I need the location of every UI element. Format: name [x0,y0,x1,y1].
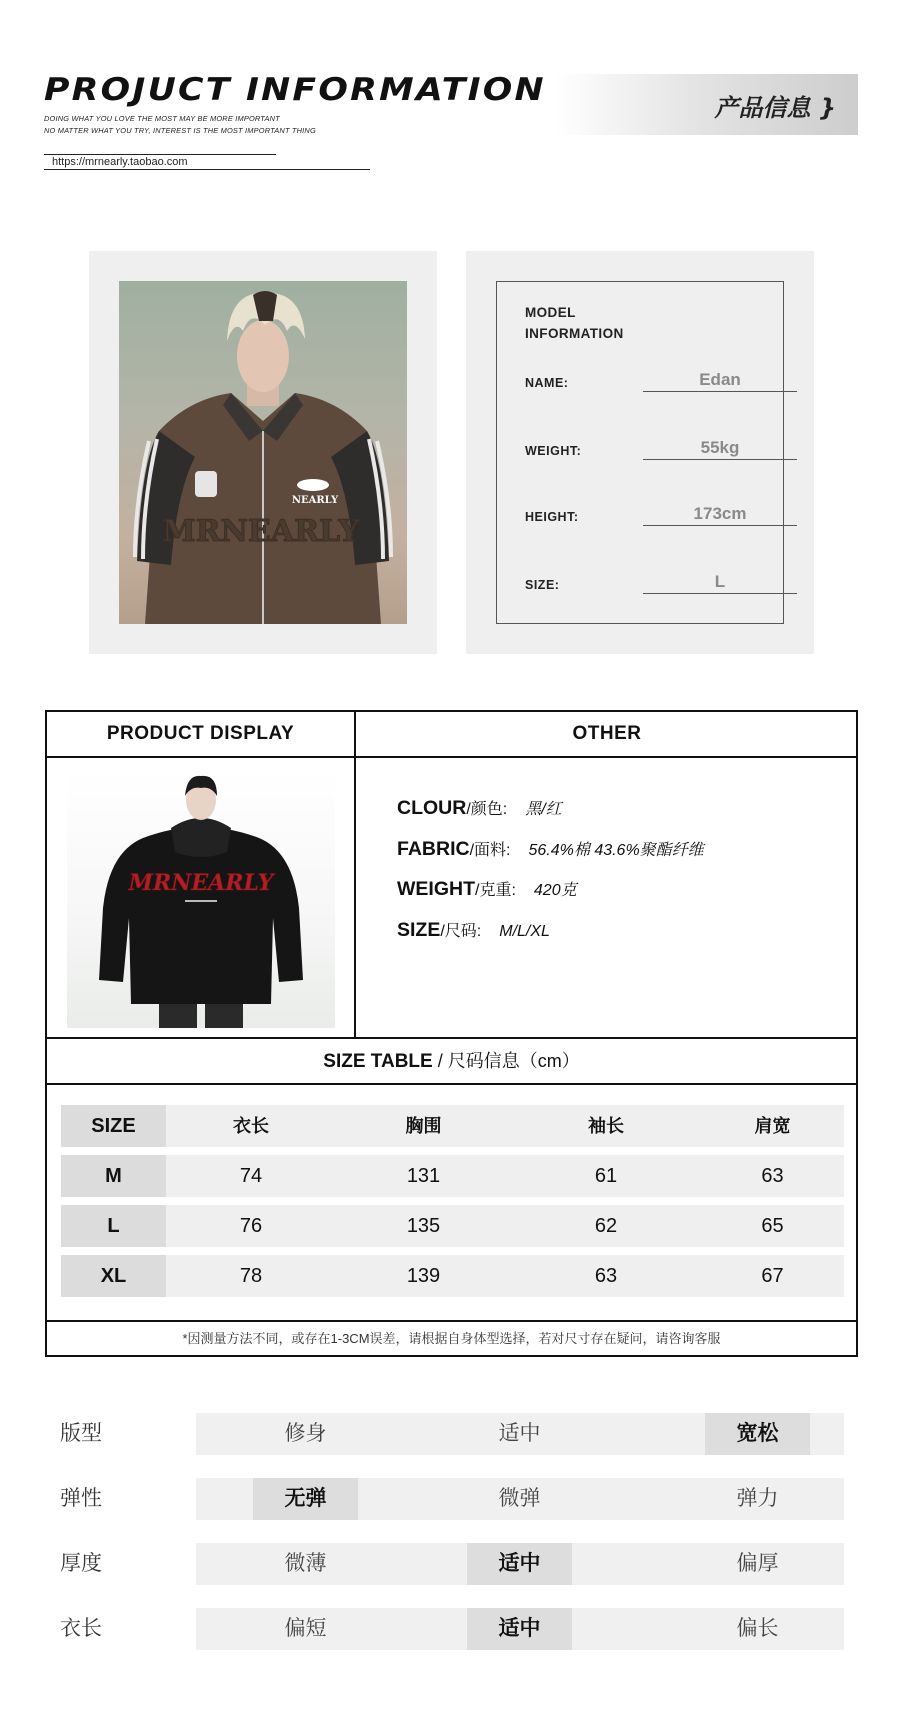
model-size-label: SIZE: [525,578,560,592]
model-info-heading [525,302,624,344]
model-weight-row [525,430,773,460]
elasticity-option-none[interactable]: 无弹 [253,1478,358,1520]
elasticity-label: 弹性 [60,1487,102,1510]
model-height-value: 173cm [643,504,797,526]
hoodie-illustration [67,768,335,1028]
chest-cell: 135 [406,1215,441,1237]
sleeve-col-header: 袖长 [588,1116,624,1136]
length-label: 衣长 [60,1617,102,1640]
jacket-embroidery: MRNEARLY [162,514,360,549]
table-row [61,1155,844,1197]
elasticity-options [196,1478,844,1520]
length-options [196,1608,844,1650]
elasticity-scale [60,1478,860,1520]
length-option-long[interactable]: 偏长 [736,1617,779,1640]
sleeve-cell: 63 [594,1265,618,1287]
model-info-heading-line2: INFORMATION [525,326,624,341]
model-size-row [525,564,773,594]
color-value: 黑/红 [525,801,562,818]
size-table-title-en: SIZE TABLE [323,1051,433,1072]
length-col-header: 衣长 [233,1116,269,1136]
color-key-cn: /颜色: [466,801,508,818]
table-divider [47,756,856,758]
fabric-key-cn: /面料: [469,841,511,859]
fit-option-loose[interactable]: 宽松 [705,1413,810,1455]
weight-attribute [397,877,704,918]
size-cell: M [61,1155,166,1197]
hoodie-print: MRNEARLY [128,870,274,896]
length-option-short[interactable]: 偏短 [284,1617,327,1640]
chest-col-header: 胸围 [405,1116,442,1136]
size-table-title-cn: / 尺码信息（cm） [432,1051,580,1071]
table-row [61,1255,844,1297]
model-weight-label: WEIGHT: [525,444,582,458]
thickness-label: 厚度 [60,1552,102,1575]
model-photo [119,281,407,624]
size-cell: XL [61,1255,166,1297]
other-header: OTHER [572,723,642,744]
thickness-option-thin[interactable]: 微薄 [284,1552,327,1575]
length-cell: 74 [239,1165,263,1187]
measurement-note: *因测量方法不同，或存在1-3CM误差，请根据自身体型选择，若对尺寸存在疑问，请咨询客服 [182,1331,721,1346]
size-key-cn: /尺码: [440,922,482,940]
model-height-label: HEIGHT: [525,510,579,524]
product-attributes [397,796,704,958]
weight-key-cn: /克重: [475,882,516,899]
table-column-divider [354,712,356,1037]
size-attribute [397,918,704,959]
color-key: CLOUR [397,797,467,819]
shoulder-cell: 67 [761,1265,784,1287]
thickness-options [196,1543,844,1585]
header-tagline-1: DOING WHAT YOU LOVE THE MOST MAY BE MORE IMPORTANT [44,114,280,123]
elasticity-option-stretch[interactable]: 弹力 [736,1487,779,1510]
fit-option-slim[interactable]: 修身 [284,1422,327,1445]
shoulder-col-header: 肩宽 [754,1116,791,1136]
fabric-value: 56.4%棉 43.6%聚酯纤维 [528,841,704,859]
fabric-key: FABRIC [397,837,470,860]
size-value: M/L/XL [499,922,550,940]
sleeve-cell: 62 [594,1215,618,1237]
length-option-regular[interactable]: 适中 [467,1608,572,1650]
model-height-row [525,496,773,526]
shoulder-cell: 65 [761,1215,784,1237]
product-table [45,710,858,1357]
page-title: PROJUCT INFORMATION [44,72,546,108]
shoulder-cell: 63 [761,1165,784,1187]
length-cell: 78 [239,1265,263,1287]
header-cn-label: 产品信息 } [714,94,836,122]
weight-key: WEIGHT [397,878,475,900]
store-url-link[interactable]: https://mrnearly.taobao.com [52,156,188,168]
fit-label: 版型 [60,1422,102,1445]
model-name-row [525,362,773,392]
size-grid-header [61,1105,844,1147]
size-key: SIZE [397,918,441,941]
elasticity-option-slight[interactable]: 微弹 [498,1487,541,1510]
table-row [61,1205,844,1247]
weight-value: 420克 [533,882,577,899]
length-cell: 76 [239,1215,263,1237]
size-table-title [47,1039,856,1083]
fit-options [196,1413,844,1455]
model-name-label: NAME: [525,376,569,390]
model-name-value: Edan [643,370,797,392]
chest-cell: 139 [406,1265,441,1287]
model-info-card [496,281,784,624]
chest-cell: 131 [406,1165,441,1187]
jacket-badge: NEARLY [291,495,339,506]
model-size-value: L [643,572,797,594]
model-weight-value: 55kg [643,438,797,460]
size-col-header: SIZE [61,1105,166,1147]
header-divider [44,169,370,170]
fabric-attribute [397,837,704,878]
size-cell: L [61,1205,166,1247]
length-scale [60,1608,860,1650]
thickness-option-thick[interactable]: 偏厚 [736,1552,779,1575]
model-jacket-illustration [119,281,407,624]
product-photo [67,768,335,1028]
fit-option-regular[interactable]: 适中 [498,1422,541,1445]
color-attribute [397,796,704,837]
header-divider [44,154,276,155]
sleeve-cell: 61 [594,1165,618,1187]
thickness-scale [60,1543,860,1585]
thickness-option-medium[interactable]: 适中 [467,1543,572,1585]
table-divider [47,1083,856,1085]
model-info-heading-line1: MODEL [525,305,576,320]
header-banner [556,74,858,135]
fit-scale [60,1413,860,1455]
size-grid [61,1105,844,1305]
product-display-header: PRODUCT DISPLAY [106,723,295,744]
header-tagline-2: NO MATTER WHAT YOU TRY, INTEREST IS THE MOST IMPORTANT THING [44,126,316,135]
